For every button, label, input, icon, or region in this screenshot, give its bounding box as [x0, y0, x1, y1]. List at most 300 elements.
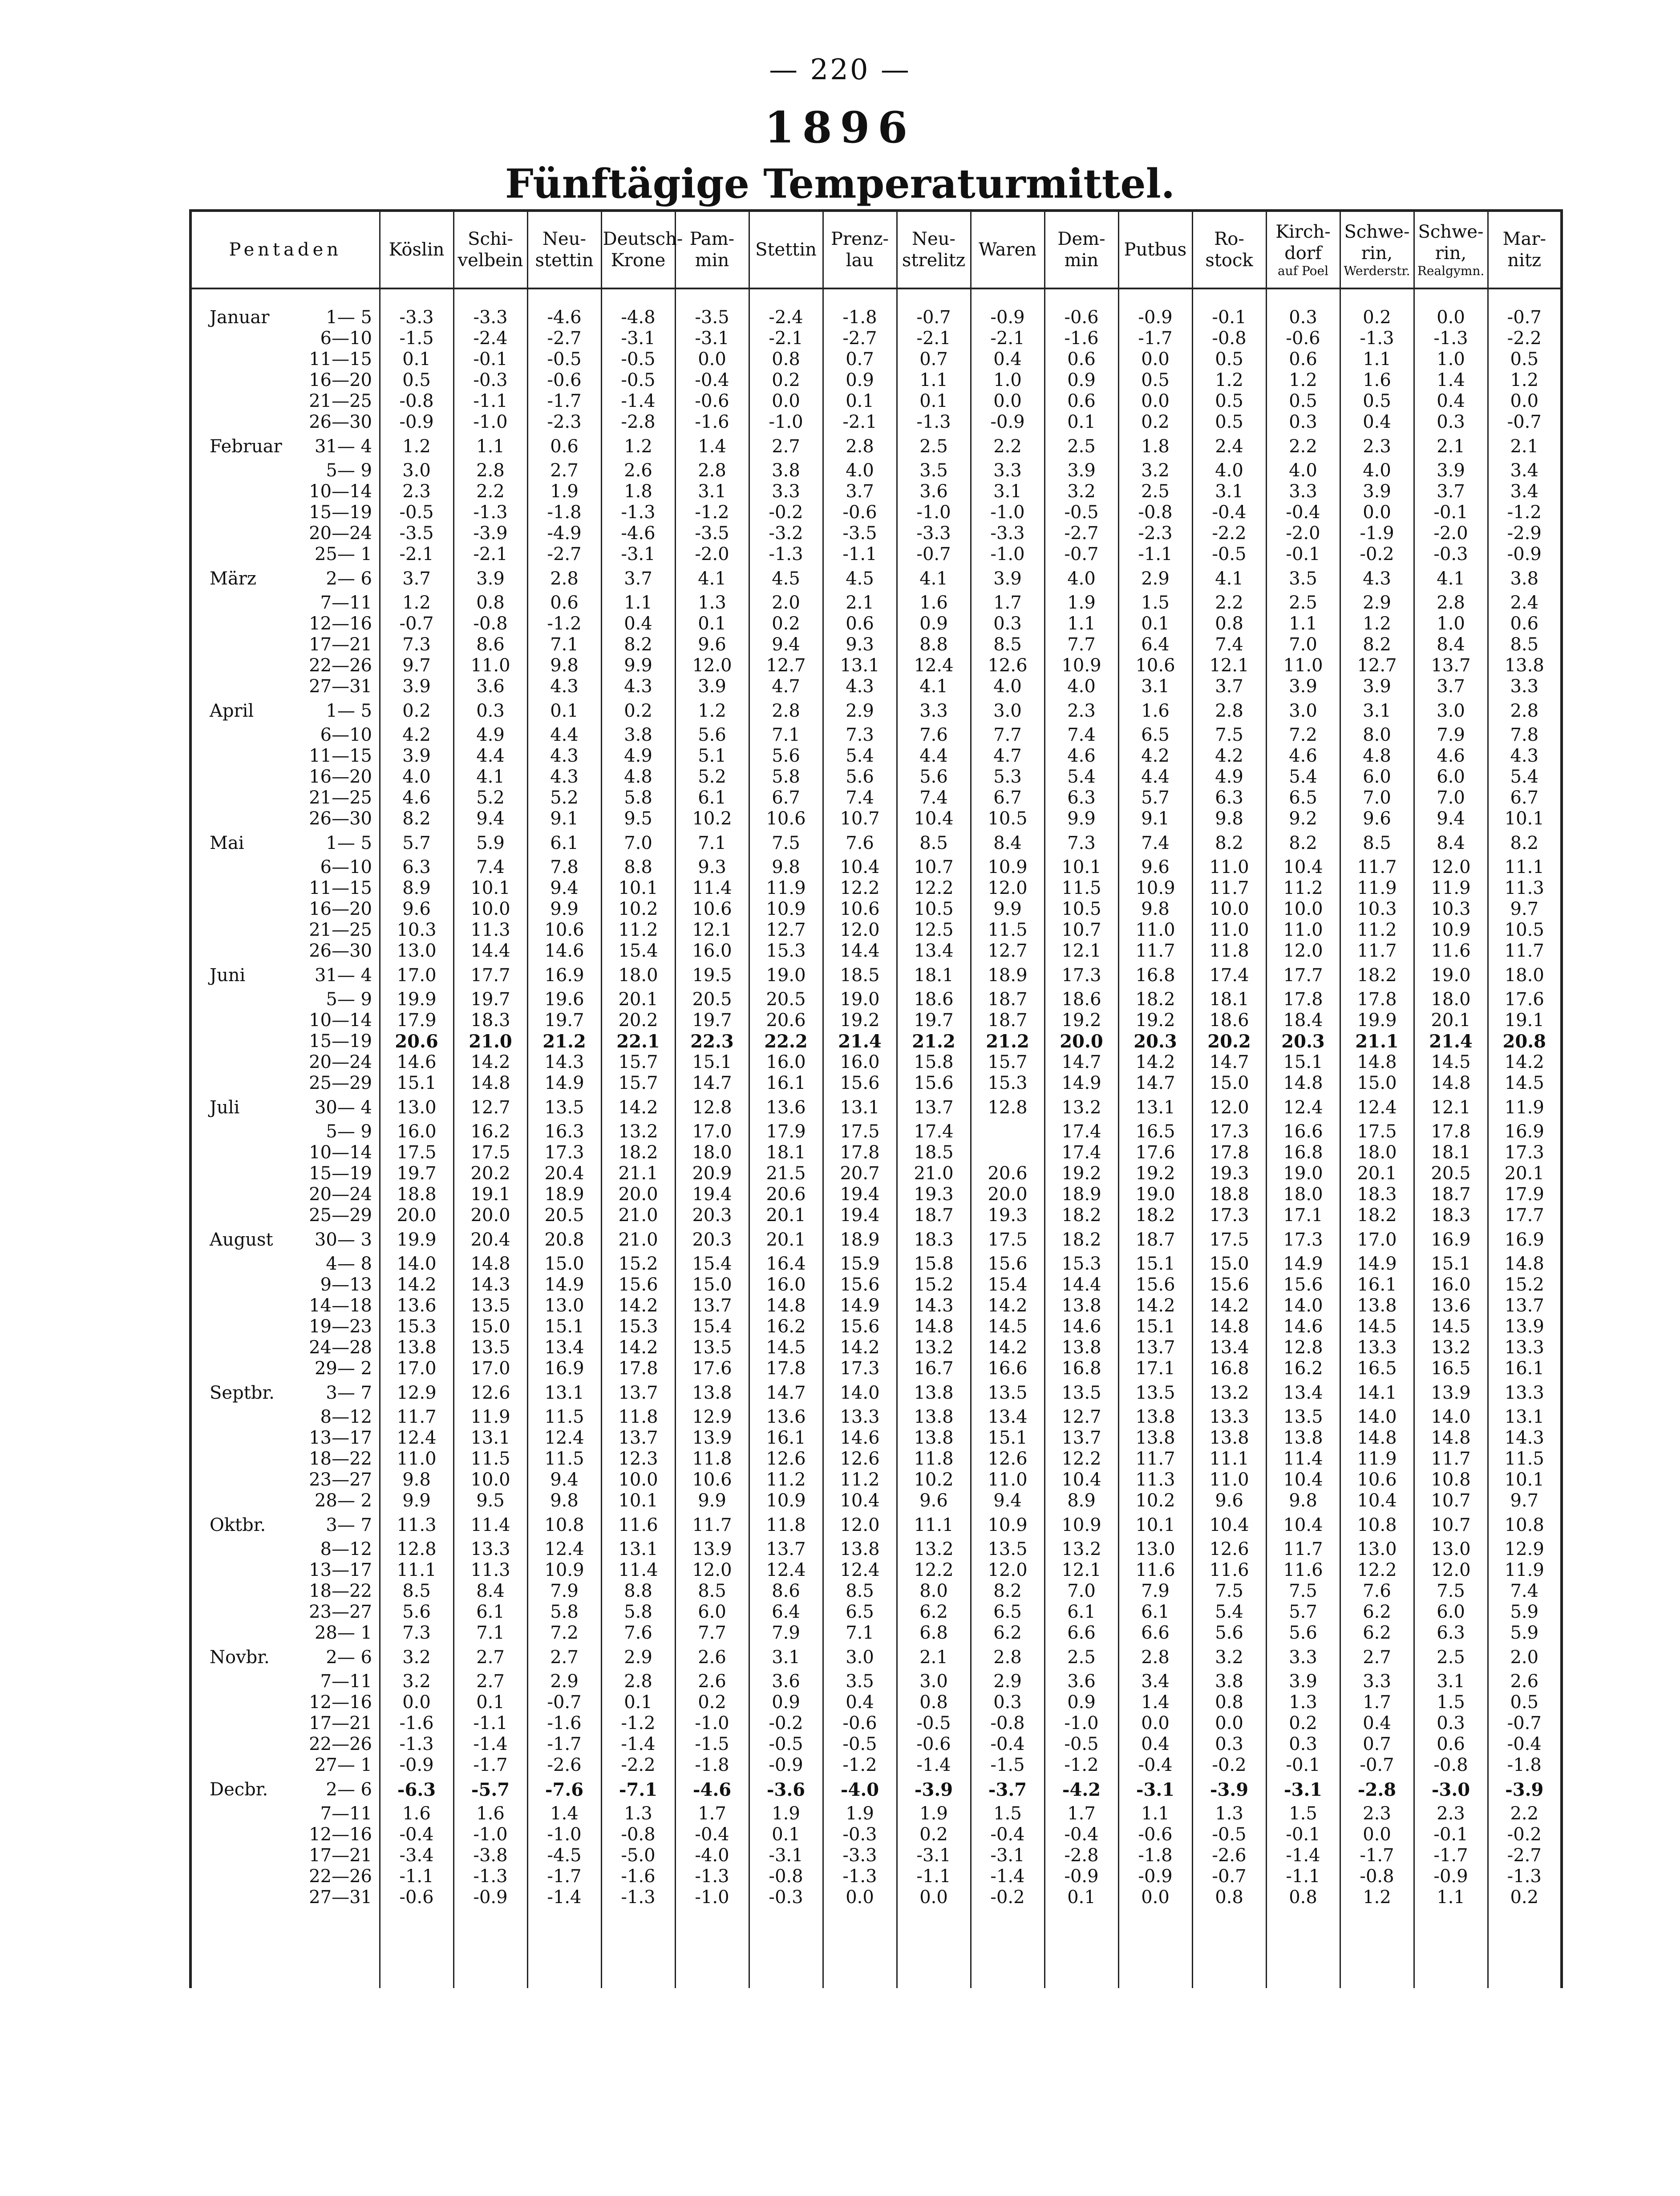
header-label: Ro-stock: [1205, 229, 1253, 271]
table-row: [190, 1803, 1562, 1824]
value-cell: 18.3: [897, 1226, 971, 1254]
value-cell: 13.8: [1192, 1428, 1266, 1449]
header-station: [1192, 211, 1266, 288]
value-cell: 10.0: [453, 1469, 527, 1490]
value-cell: 10.6: [1118, 655, 1192, 676]
value-cell: 19.2: [1118, 1010, 1192, 1031]
value-cell: 14.8: [1340, 1428, 1414, 1449]
value-cell: 17.8: [1414, 1121, 1488, 1142]
value-cell: 17.0: [453, 1358, 527, 1379]
value-cell: 7.3: [823, 725, 897, 746]
value-cell: 13.7: [749, 1539, 823, 1560]
value-cell: 10.9: [749, 1490, 823, 1511]
value-cell: 0.0: [1118, 349, 1192, 370]
value-cell: 17.3: [1266, 1226, 1340, 1254]
value-cell: 9.3: [823, 634, 897, 655]
value-cell: 11.0: [1192, 1469, 1266, 1490]
pentade-cell: [190, 808, 380, 829]
value-cell: 12.8: [1266, 1337, 1340, 1358]
value-cell: -3.1: [601, 544, 675, 565]
value-cell: 14.5: [1340, 1316, 1414, 1337]
month-label: Novbr.: [210, 1647, 270, 1668]
header-station: [1414, 211, 1488, 288]
value-cell: 18.7: [1118, 1226, 1192, 1254]
value-cell: 14.2: [1192, 1295, 1266, 1316]
pentade-cell: [190, 1490, 380, 1511]
value-cell: 13.8: [1488, 655, 1562, 676]
value-cell: -3.1: [601, 328, 675, 349]
value-cell: 13.7: [1414, 655, 1488, 676]
value-cell: 10.1: [601, 878, 675, 899]
value-cell: 7.9: [749, 1623, 823, 1644]
value-cell: 3.4: [1488, 481, 1562, 502]
value-cell: 13.8: [1340, 1295, 1414, 1316]
value-cell: -0.9: [453, 1887, 527, 1908]
value-cell: 6.1: [1118, 1602, 1192, 1623]
value-cell: 1.7: [971, 593, 1044, 613]
value-cell: 0.8: [1192, 1887, 1266, 1908]
value-cell: -3.5: [380, 523, 453, 544]
pentade-cell: [190, 1407, 380, 1428]
value-cell: -2.6: [1192, 1845, 1266, 1866]
value-cell: 6.2: [897, 1602, 971, 1623]
value-cell: -3.9: [1192, 1776, 1266, 1803]
value-cell: 2.9: [1118, 565, 1192, 593]
value-cell: 0.5: [1192, 391, 1266, 412]
pentade-cell: [190, 391, 380, 412]
value-cell: -3.5: [675, 523, 749, 544]
value-cell: -7.6: [527, 1776, 601, 1803]
value-cell: 2.2: [1488, 1803, 1562, 1824]
value-cell: 14.3: [1488, 1428, 1562, 1449]
value-cell: 11.9: [453, 1407, 527, 1428]
value-cell: 13.8: [823, 1539, 897, 1560]
pentade-cell: [190, 593, 380, 613]
pentade-cell: [190, 502, 380, 523]
value-cell: 12.2: [897, 878, 971, 899]
value-cell: 1.6: [1340, 370, 1414, 391]
value-cell: 3.0: [823, 1644, 897, 1671]
value-cell: 5.7: [1118, 787, 1192, 808]
value-cell: 10.1: [1488, 1469, 1562, 1490]
value-cell: 2.2: [453, 481, 527, 502]
value-cell: 11.8: [1192, 941, 1266, 962]
value-cell: 18.9: [1044, 1184, 1118, 1205]
value-cell: 3.9: [675, 676, 749, 697]
value-cell: 3.7: [1192, 676, 1266, 697]
value-cell: -1.3: [749, 544, 823, 565]
pentade-cell: [190, 829, 380, 857]
value-cell: 18.2: [1118, 1205, 1192, 1226]
value-cell: 1.9: [749, 1803, 823, 1824]
value-cell: -1.3: [823, 1866, 897, 1887]
table-row: [190, 1254, 1562, 1275]
value-cell: 12.1: [1414, 1094, 1488, 1121]
value-cell: 2.5: [1044, 1644, 1118, 1671]
value-cell: 19.0: [749, 962, 823, 989]
table-row: [190, 391, 1562, 412]
value-cell: -0.5: [897, 1713, 971, 1734]
value-cell: 11.7: [1118, 941, 1192, 962]
value-cell: -1.3: [675, 1866, 749, 1887]
pentade-cell: [190, 544, 380, 565]
pentade-label: 30— 3: [314, 1229, 372, 1250]
value-cell: 18.9: [527, 1184, 601, 1205]
value-cell: -1.3: [453, 1866, 527, 1887]
value-cell: -1.2: [1488, 502, 1562, 523]
pentade-label: 1— 5: [326, 700, 372, 721]
value-cell: 7.5: [1266, 1581, 1340, 1602]
value-cell: 2.7: [453, 1644, 527, 1671]
value-cell: 14.2: [380, 1275, 453, 1295]
value-cell: 20.1: [1340, 1163, 1414, 1184]
table-row: [190, 370, 1562, 391]
value-cell: 9.6: [675, 634, 749, 655]
value-cell: 15.4: [971, 1275, 1044, 1295]
value-cell: 6.0: [1414, 767, 1488, 787]
value-cell: 18.1: [1414, 1142, 1488, 1163]
value-cell: 15.9: [823, 1254, 897, 1275]
pentade-label: 16—20: [309, 370, 372, 390]
value-cell: 14.8: [1192, 1316, 1266, 1337]
value-cell: -0.9: [380, 412, 453, 433]
header-row: [190, 211, 1562, 288]
value-cell: 1.1: [897, 370, 971, 391]
value-cell: 3.5: [897, 460, 971, 481]
value-cell: 5.2: [453, 787, 527, 808]
value-cell: 13.5: [527, 1094, 601, 1121]
value-cell: 16.9: [1488, 1226, 1562, 1254]
value-cell: 11.7: [1266, 1539, 1340, 1560]
value-cell: 17.8: [1340, 989, 1414, 1010]
pentade-cell: [190, 1031, 380, 1052]
value-cell: 9.7: [1488, 899, 1562, 920]
value-cell: 8.0: [897, 1581, 971, 1602]
value-cell: 12.8: [380, 1539, 453, 1560]
value-cell: 12.7: [453, 1094, 527, 1121]
value-cell: 18.0: [675, 1142, 749, 1163]
value-cell: 14.3: [527, 1052, 601, 1073]
header-station: [601, 211, 683, 288]
value-cell: 8.2: [1192, 829, 1266, 857]
value-cell: 13.7: [897, 1094, 971, 1121]
value-cell: 2.9: [527, 1671, 601, 1692]
value-cell: 15.0: [527, 1254, 601, 1275]
value-cell: 17.5: [823, 1121, 897, 1142]
value-cell: 1.8: [1118, 433, 1192, 460]
value-cell: 3.1: [1340, 697, 1414, 725]
value-cell: 14.5: [1414, 1316, 1488, 1337]
value-cell: 22.3: [675, 1031, 749, 1052]
value-cell: -2.6: [527, 1755, 601, 1776]
value-cell: 10.0: [601, 1469, 675, 1490]
value-cell: 2.7: [1340, 1644, 1414, 1671]
value-cell: -0.4: [380, 1824, 453, 1845]
header-label: Putbus: [1124, 239, 1187, 260]
value-cell: 6.2: [1340, 1623, 1414, 1644]
value-cell: 1.3: [675, 593, 749, 613]
value-cell: 15.0: [675, 1275, 749, 1295]
value-cell: 14.8: [749, 1295, 823, 1316]
value-cell: 11.5: [1488, 1449, 1562, 1469]
value-cell: 13.7: [601, 1428, 675, 1449]
value-cell: 16.5: [1118, 1121, 1192, 1142]
value-cell: -0.1: [1266, 1755, 1340, 1776]
value-cell: 1.4: [1414, 370, 1488, 391]
value-cell: 7.3: [380, 1623, 453, 1644]
value-cell: -1.0: [527, 1824, 601, 1845]
value-cell: 13.2: [1414, 1337, 1488, 1358]
value-cell: 9.8: [1266, 1490, 1340, 1511]
value-cell: 5.4: [1266, 767, 1340, 787]
value-cell: 4.2: [1118, 746, 1192, 767]
pentade-label: 27—31: [309, 676, 372, 697]
value-cell: 8.6: [749, 1581, 823, 1602]
value-cell: 18.2: [1044, 1205, 1118, 1226]
value-cell: 14.8: [1488, 1254, 1562, 1275]
value-cell: 5.9: [1488, 1623, 1562, 1644]
value-cell: 7.5: [749, 829, 823, 857]
value-cell: 13.2: [897, 1337, 971, 1358]
value-cell: 16.1: [1340, 1275, 1414, 1295]
value-cell: 4.3: [1488, 746, 1562, 767]
value-cell: 1.2: [1488, 370, 1562, 391]
value-cell: 12.2: [1340, 1560, 1414, 1581]
value-cell: 11.2: [601, 920, 675, 941]
value-cell: 11.0: [1266, 655, 1340, 676]
value-cell: 12.9: [380, 1379, 453, 1407]
pentade-cell: [190, 1511, 380, 1539]
value-cell: 4.8: [1340, 746, 1414, 767]
pentade-label: 23—27: [309, 1469, 372, 1490]
value-cell: 12.1: [675, 920, 749, 941]
value-cell: -1.4: [453, 1734, 527, 1755]
value-cell: 4.1: [1192, 565, 1266, 593]
value-cell: 2.8: [601, 1671, 675, 1692]
value-cell: 11.5: [1044, 878, 1118, 899]
value-cell: 12.0: [675, 1560, 749, 1581]
value-cell: 20.2: [601, 1010, 675, 1031]
value-cell: 17.3: [1044, 962, 1118, 989]
value-cell: -1.7: [527, 1866, 601, 1887]
value-cell: 17.3: [1192, 1121, 1266, 1142]
table-row: [190, 697, 1562, 725]
pentade-label: 22—26: [309, 1866, 372, 1887]
value-cell: -0.5: [601, 349, 675, 370]
value-cell: 0.6: [823, 613, 897, 634]
value-cell: 8.6: [453, 634, 527, 655]
value-cell: 3.2: [1044, 481, 1118, 502]
pentade-cell: [190, 412, 380, 433]
value-cell: 12.7: [749, 655, 823, 676]
table-row: [190, 1469, 1562, 1490]
value-cell: 16.0: [380, 1121, 453, 1142]
value-cell: 15.7: [971, 1052, 1044, 1073]
value-cell: 1.6: [1118, 697, 1192, 725]
value-cell: 11.0: [1192, 857, 1266, 878]
value-cell: -0.7: [527, 1692, 601, 1713]
value-cell: 17.6: [1488, 989, 1562, 1010]
value-cell: -0.9: [1118, 288, 1192, 328]
value-cell: 2.2: [1266, 433, 1340, 460]
value-cell: 12.4: [749, 1560, 823, 1581]
value-cell: 0.3: [453, 697, 527, 725]
pentade-label: 7—11: [320, 1671, 372, 1692]
value-cell: -0.9: [749, 1755, 823, 1776]
value-cell: -1.2: [823, 1755, 897, 1776]
header-station: [527, 211, 601, 288]
pentade-cell: [190, 1845, 380, 1866]
value-cell: -3.4: [380, 1845, 453, 1866]
value-cell: 18.3: [453, 1010, 527, 1031]
value-cell: 12.4: [1266, 1094, 1340, 1121]
value-cell: 17.3: [823, 1358, 897, 1379]
value-cell: 0.1: [453, 1692, 527, 1713]
pentade-cell: [190, 1205, 380, 1226]
value-cell: 5.9: [453, 829, 527, 857]
pentade-label: 7—11: [320, 1803, 372, 1824]
value-cell: 14.7: [1044, 1052, 1118, 1073]
value-cell: 0.0: [897, 1887, 971, 1908]
value-cell: 7.9: [527, 1581, 601, 1602]
value-cell: -0.1: [1266, 544, 1340, 565]
header-station: [897, 211, 971, 288]
value-cell: 0.1: [823, 391, 897, 412]
value-cell: 0.5: [1340, 391, 1414, 412]
header-label: Stettin: [755, 239, 817, 260]
value-cell: -0.7: [1044, 544, 1118, 565]
pentade-cell: [190, 481, 380, 502]
value-cell: 15.0: [1192, 1073, 1266, 1094]
value-cell: 15.1: [380, 1073, 453, 1094]
value-cell: 7.7: [675, 1623, 749, 1644]
value-cell: -0.8: [971, 1713, 1044, 1734]
value-cell: 0.9: [823, 370, 897, 391]
value-cell: 9.4: [971, 1490, 1044, 1511]
value-cell: 11.4: [675, 878, 749, 899]
value-cell: 13.1: [601, 1539, 675, 1560]
table-row: [190, 1358, 1562, 1379]
value-cell: -0.4: [971, 1824, 1044, 1845]
value-cell: 6.1: [527, 829, 601, 857]
empty-cell: [1118, 1908, 1192, 1988]
value-cell: 0.8: [1266, 1887, 1340, 1908]
value-cell: 17.6: [675, 1358, 749, 1379]
value-cell: 13.3: [1340, 1337, 1414, 1358]
value-cell: 4.4: [527, 725, 601, 746]
empty-cell: [380, 1908, 453, 1988]
value-cell: 2.8: [749, 697, 823, 725]
value-cell: 8.4: [453, 1581, 527, 1602]
value-cell: 19.9: [1340, 1010, 1414, 1031]
pentade-label: 10—14: [309, 481, 372, 502]
pentade-label: 30— 4: [314, 1097, 372, 1118]
value-cell: -1.0: [897, 502, 971, 523]
value-cell: 10.4: [823, 857, 897, 878]
value-cell: 17.5: [453, 1142, 527, 1163]
value-cell: 0.8: [1192, 613, 1266, 634]
value-cell: 20.8: [1488, 1031, 1562, 1052]
value-cell: -0.9: [1044, 1866, 1118, 1887]
pentade-cell: [190, 613, 380, 634]
value-cell: -0.2: [1488, 1824, 1562, 1845]
value-cell: 13.5: [453, 1295, 527, 1316]
value-cell: 6.7: [749, 787, 823, 808]
header-label: Neu-strelitz: [902, 229, 966, 271]
value-cell: 3.9: [971, 565, 1044, 593]
table-row: [190, 1052, 1562, 1073]
value-cell: 1.1: [1044, 613, 1118, 634]
value-cell: 17.9: [380, 1010, 453, 1031]
value-cell: 2.0: [1488, 1644, 1562, 1671]
value-cell: 14.7: [1192, 1052, 1266, 1073]
value-cell: 18.0: [601, 962, 675, 989]
value-cell: 11.7: [380, 1407, 453, 1428]
value-cell: 14.2: [971, 1295, 1044, 1316]
value-cell: 15.1: [1118, 1316, 1192, 1337]
value-cell: 12.0: [971, 1560, 1044, 1581]
value-cell: -1.3: [1340, 328, 1414, 349]
value-cell: 3.4: [1118, 1671, 1192, 1692]
value-cell: 18.0: [1414, 989, 1488, 1010]
value-cell: -1.7: [1118, 328, 1192, 349]
pentade-label: 2— 6: [326, 1779, 372, 1800]
value-cell: 5.4: [823, 746, 897, 767]
value-cell: 10.2: [675, 808, 749, 829]
value-cell: 11.9: [1340, 1449, 1414, 1469]
empty-cell: [749, 1908, 823, 1988]
pentade-label: 16—20: [309, 767, 372, 787]
value-cell: -1.8: [675, 1755, 749, 1776]
value-cell: 4.1: [453, 767, 527, 787]
value-cell: -0.6: [527, 370, 601, 391]
value-cell: 20.0: [453, 1205, 527, 1226]
value-cell: 15.1: [1266, 1052, 1340, 1073]
value-cell: 10.0: [1266, 899, 1340, 920]
pentade-label: 5— 9: [326, 1121, 372, 1142]
value-cell: 0.7: [823, 349, 897, 370]
value-cell: 21.2: [527, 1031, 601, 1052]
value-cell: 1.1: [453, 433, 527, 460]
value-cell: 20.2: [1192, 1031, 1266, 1052]
table-row: [190, 1511, 1562, 1539]
pentade-cell: [190, 941, 380, 962]
table-row: [190, 523, 1562, 544]
value-cell: 7.4: [823, 787, 897, 808]
pentade-label: 11—15: [309, 878, 372, 898]
value-cell: 3.6: [453, 676, 527, 697]
value-cell: 10.3: [380, 920, 453, 941]
value-cell: 8.2: [380, 808, 453, 829]
pentade-cell: [190, 1449, 380, 1469]
value-cell: -2.7: [527, 544, 601, 565]
value-cell: 0.7: [897, 349, 971, 370]
value-cell: 1.0: [971, 370, 1044, 391]
pentade-cell: [190, 697, 380, 725]
value-cell: -2.2: [1192, 523, 1266, 544]
value-cell: 14.8: [453, 1254, 527, 1275]
value-cell: 0.4: [601, 613, 675, 634]
value-cell: 8.4: [971, 829, 1044, 857]
value-cell: 19.7: [675, 1010, 749, 1031]
header-label: Waren: [978, 239, 1037, 260]
value-cell: 3.9: [1340, 676, 1414, 697]
value-cell: 7.7: [971, 725, 1044, 746]
pentade-label: 6—10: [320, 725, 372, 745]
value-cell: 2.6: [601, 460, 675, 481]
value-cell: 10.5: [1488, 920, 1562, 941]
pentade-cell: [190, 523, 380, 544]
